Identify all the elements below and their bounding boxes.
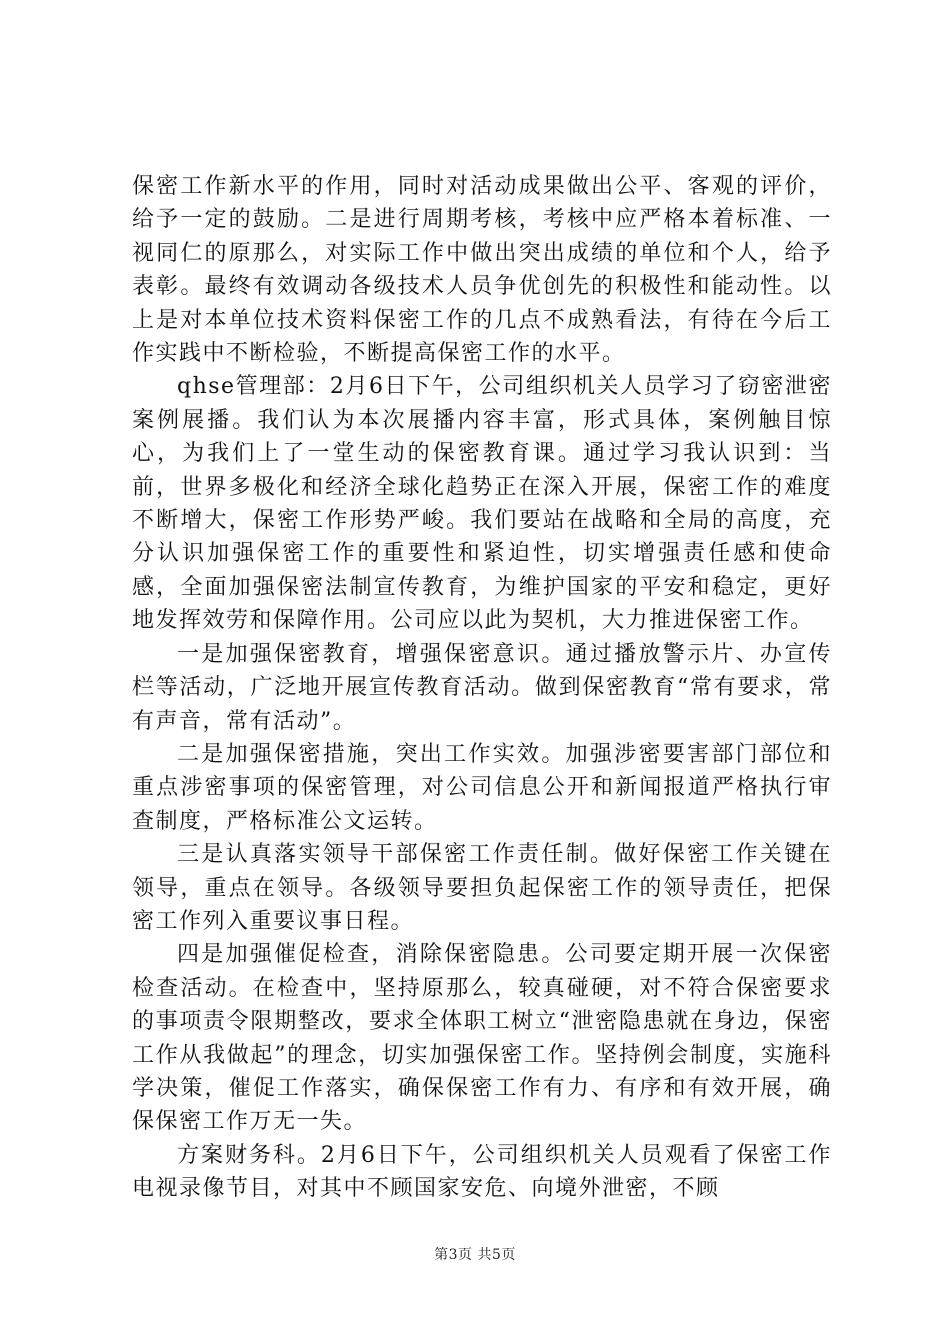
paragraph-finance: 方案财务科。2月6日下午，公司组织机关人员观看了保密工作电视录像节目，对其中不顾国家安危、向境外泄密，不顾 <box>132 1142 832 1202</box>
paragraph-point-3: 三是认真落实领导干部保密工作责任制。做好保密工作关键在领导，重点在领导。各级领导要担负起保密工作的领导责任，把保密工作列入重要议事日程。 <box>132 842 832 934</box>
paragraph-qhse: qhse管理部：2月6日下午，公司组织机关人员学习了窃密泄密案例展播。我们认为本次展播内容丰富，形式具体，案例触目惊心，为我们上了一堂生动的保密教育课。通过学习我认识到：当前，世界多极化和经济全球化趋势正在深入开展，保密工作的难度不断增大，保密工作形势严峻。我们要站在战略和全局的高度，充分认识加强保密工作的重要性和紧迫性，切实增强责任感和使命感，全面加强保密法制宣传教育，为维护国家的平安和稳定，更好地发挥效劳和保障作用。公司应以此为契机，大力推进保密工作。 <box>132 374 832 634</box>
paragraph-point-2: 二是加强保密措施，突出工作实效。加强涉密要害部门部位和重点涉密事项的保密管理，对公司信息公开和新闻报道严格执行审查制度，严格标准公文运转。 <box>132 741 832 834</box>
paragraph-point-1: 一是加强保密教育，增强保密意识。通过播放警示片、办宣传栏等活动，广泛地开展宣传教育活动。做到保密教育“常有要求，常有声音，常有活动”。 <box>132 641 832 734</box>
paragraph-1: 保密工作新水平的作用，同时对活动成果做出公平、客观的评价，给予一定的鼓励。二是进行周期考核，考核中应严格本着标准、一视同仁的原那么，对实际工作中做出突出成绩的单位和个人，给予表彰。最终有效调动各级技术人员争优创先的积极性和能动性。以上是对本单位技术资料保密工作的几点不成熟看法，有待在今后工作实践中不断检验，不断提高保密工作的水平。 <box>132 174 832 367</box>
page-footer: 第3页 共5页 <box>434 1247 516 1263</box>
document-body <box>132 170 832 1206</box>
paragraph-point-4: 四是加强催促检查，消除保密隐患。公司要定期开展一次保密检查活动。在检查中，坚持原那么，较真碰硬，对不符合保密要求的事项责令限期整改，要求全体职工树立“泄密隐患就在身边，保密工作从我做起”的理念，切实加强保密工作。坚持例会制度，实施科学决策，催促工作落实，确保保密工作有力、有序和有效开展，确保保密工作万无一失。 <box>132 942 832 1135</box>
